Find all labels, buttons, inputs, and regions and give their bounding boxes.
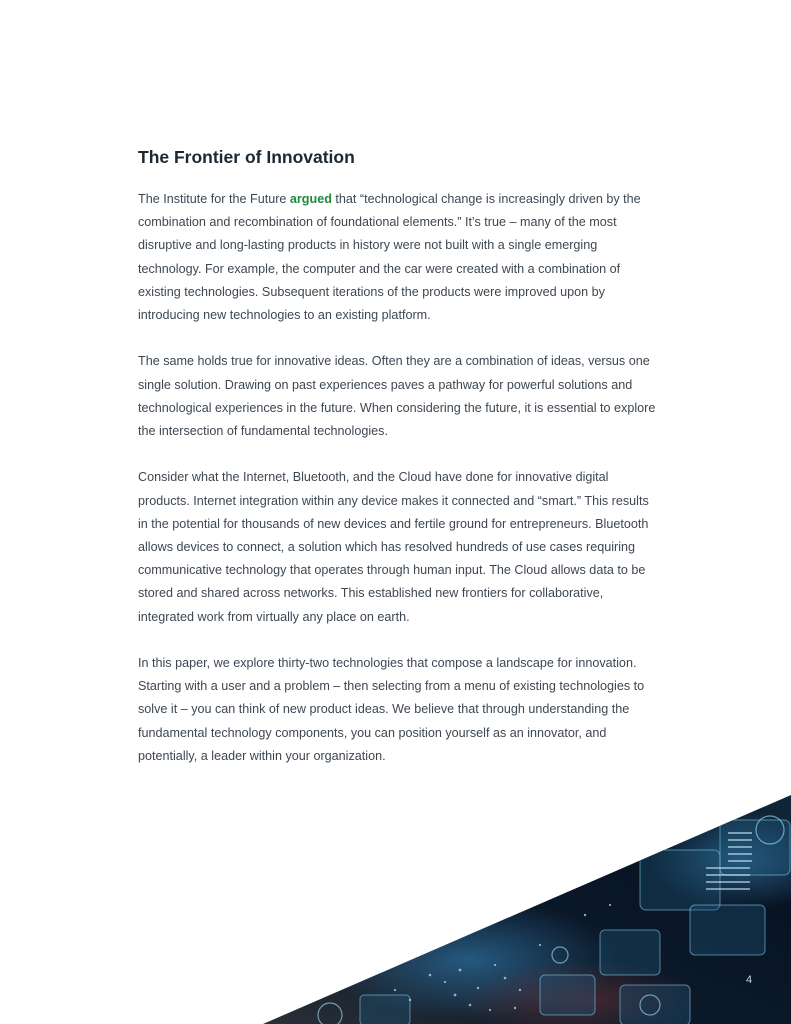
paragraph-4: In this paper, we explore thirty-two technologies that compose a landscape for innovation. Starting with a user and a problem – then selecting from a menu of existing technologies to solve it – you can think of new product ideas. We believe that through understanding the fundamental technology components, you can position yourself as an innovator, and potentially, a leader within your organization.: [138, 656, 645, 763]
hud-panel: [540, 975, 595, 1015]
hud-panel: [690, 905, 765, 955]
page-number: 4: [746, 974, 753, 986]
paragraph-1-rest: that “technological change is increasingly driven by the combination and recombination of foundational elements.” It’s true – many of the most disruptive and long-lasting products in history were not built with a single emerging technology. For example, the computer and the car were created with a combination of existing technologies. Subsequent iterations of the products were improved upon by introducing new technologies to an existing platform.: [138, 192, 641, 323]
hud-panel: [620, 985, 690, 1024]
hud-panel: [600, 930, 660, 975]
paragraph-3: Consider what the Internet, Bluetooth, and the Cloud have done for innovative digital products. Internet integration within any device makes it connected and “smart.” This results in the potential for thousands of new devices and fertile ground for entrepreneurs. Bluetooth allows devices to connect, a solution which has resolved hundreds of use cases requiring communicative technology that operates through human input. The Cloud allows data to be stored and shared across networks. This established new frontiers for collaborative, integrated work from virtually any place on earth.: [138, 470, 649, 624]
argued-link[interactable]: argued: [289, 192, 332, 206]
paragraph-2: The same holds true for innovative ideas. Often they are a combination of ideas, versus one single solution. Drawing on past experiences paves a pathway for powerful solutions and technological experiences in the future. When considering the future, it is essential to explore the intersection of fundamental technologies.: [138, 354, 656, 439]
hud-panel: [640, 850, 720, 910]
paragraph-1-intro: The Institute for the Future: [138, 192, 290, 206]
page-title: The Frontier of Innovation: [138, 147, 355, 167]
hud-panel: [360, 995, 410, 1024]
